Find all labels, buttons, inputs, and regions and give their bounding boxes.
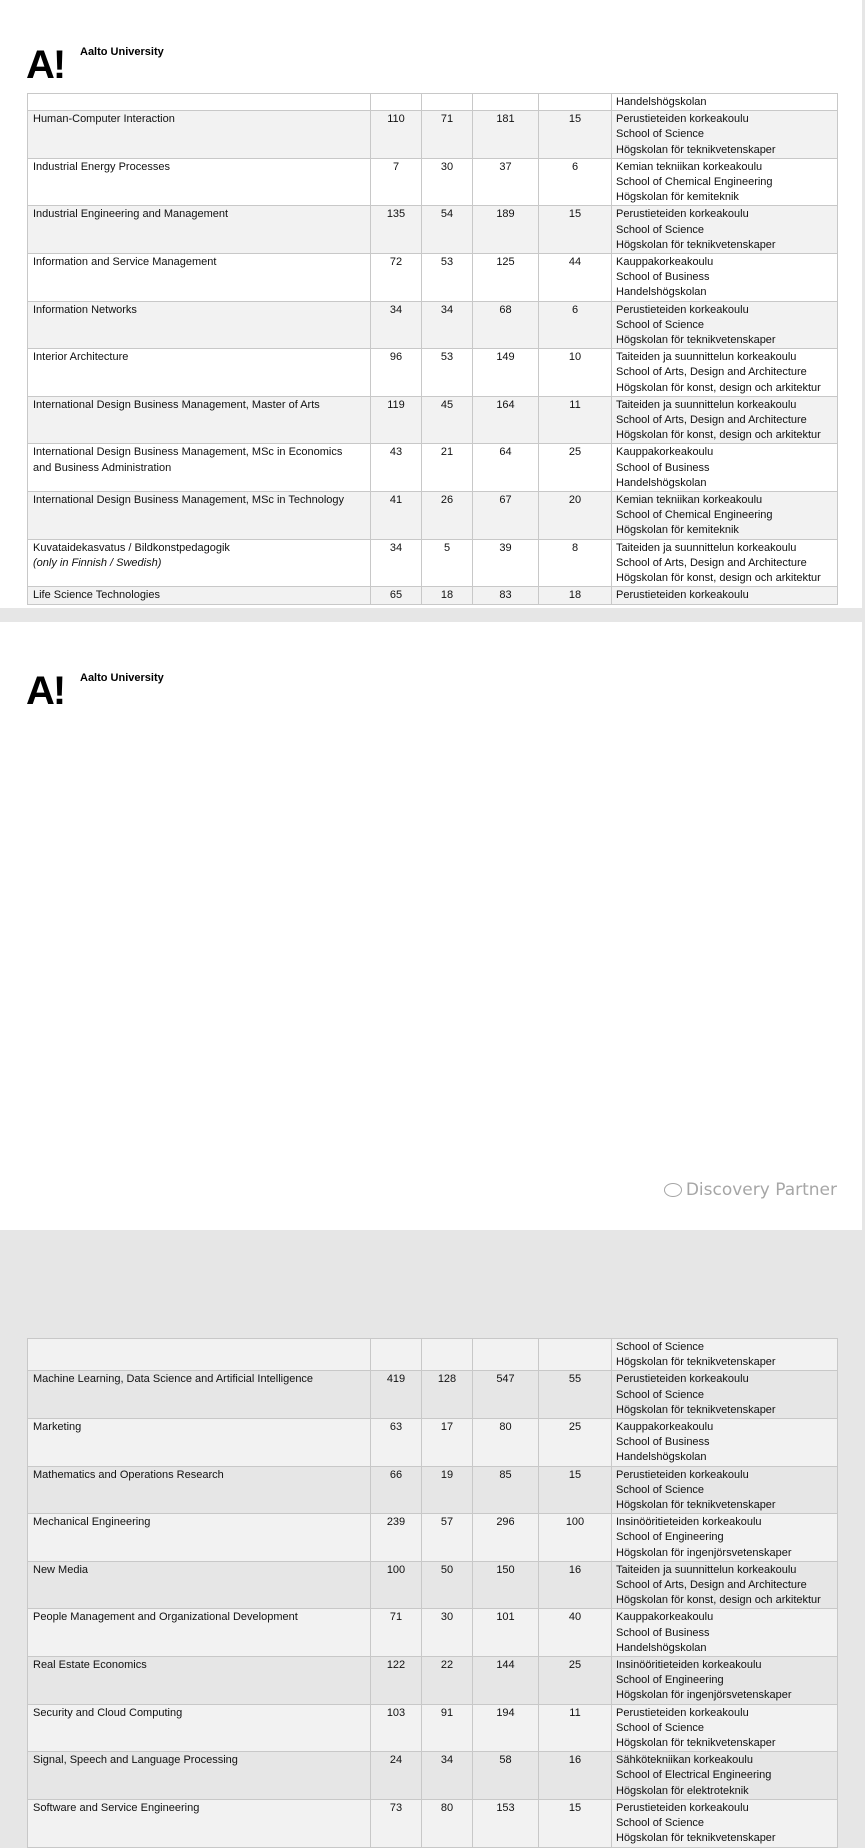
program-cell (28, 1704, 371, 1752)
school-cell (612, 1339, 838, 1371)
school-name: Taiteiden ja suunnittelun korkeakoulu (616, 1563, 797, 1576)
table-row (28, 1419, 838, 1467)
program-cell (28, 492, 371, 540)
school-name: School of Business (616, 1436, 710, 1449)
count-cell-a: 419 (371, 1371, 422, 1419)
watermark-text: Discovery Partner (685, 1180, 837, 1200)
count-cell-c: 80 (473, 1419, 539, 1467)
school-name: School of Business (616, 1626, 710, 1639)
table-cell (371, 94, 422, 111)
table-row-continued (28, 94, 838, 111)
table-row (28, 1561, 838, 1609)
school-cell (612, 1561, 838, 1609)
table-cell (28, 94, 371, 111)
program-name: Real Estate Economics (33, 1659, 147, 1672)
count-cell-c: 64 (473, 444, 539, 492)
school-name: School of Science (616, 223, 705, 236)
count-cell-b: 5 (422, 539, 473, 587)
table-cell (473, 94, 539, 111)
count-cell-b: 128 (422, 1371, 473, 1419)
school-cell (612, 301, 838, 349)
count-cell-c: 144 (473, 1657, 539, 1705)
count-cell-c: 101 (473, 1609, 539, 1657)
school-name: Handelshögskolan (616, 1641, 707, 1654)
count-cell-c: 150 (473, 1561, 539, 1609)
school-name: School of Business (616, 461, 710, 474)
count-cell-b: 80 (422, 1799, 473, 1847)
logo-name: Aalto University (80, 46, 164, 58)
count-cell-c: 547 (473, 1371, 539, 1419)
school-name: School of Science (616, 318, 705, 331)
school-name: Högskolan för konst, design och arkitektur (616, 429, 821, 442)
count-cell-d: 44 (539, 254, 612, 302)
school-cell (612, 206, 838, 254)
program-name: International Design Business Management, Master of Arts (33, 398, 320, 411)
count-cell-d: 40 (539, 1609, 612, 1657)
programs-table (27, 93, 838, 605)
program-cell (28, 158, 371, 206)
program-name: Signal, Speech and Language Processing (33, 1754, 238, 1767)
count-cell-a: 71 (371, 1609, 422, 1657)
school-name: Insinööritieteiden korkeakoulu (616, 1516, 762, 1529)
program-name: Information and Service Management (33, 256, 217, 269)
table-cell (28, 1339, 371, 1371)
program-name: Industrial Engineering and Management (33, 208, 229, 221)
school-name: Högskolan för teknikvetenskaper (616, 1356, 776, 1369)
count-cell-d: 18 (539, 587, 612, 604)
table-row (28, 1514, 838, 1562)
school-name: School of Arts, Design and Architecture (616, 414, 807, 427)
table-row (28, 1371, 838, 1419)
program-cell (28, 539, 371, 587)
school-cell (612, 587, 838, 604)
school-name: Högskolan för teknikvetenskaper (616, 1832, 776, 1845)
school-cell (612, 1657, 838, 1705)
school-name: School of Business (616, 271, 710, 284)
school-name: Högskolan för ingenjörsvetenskaper (616, 1689, 792, 1702)
school-cell (612, 1609, 838, 1657)
count-cell-d: 16 (539, 1561, 612, 1609)
program-name: New Media (33, 1563, 89, 1576)
count-cell-d: 55 (539, 1371, 612, 1419)
count-cell-c: 83 (473, 587, 539, 604)
table-row (28, 1466, 838, 1514)
table-cell (422, 94, 473, 111)
program-name: Interior Architecture (33, 351, 129, 364)
program-name: Security and Cloud Computing (33, 1706, 183, 1719)
program-cell (28, 587, 371, 604)
count-cell-a: 72 (371, 254, 422, 302)
school-name: Handelshögskolan (616, 286, 707, 299)
count-cell-b: 18 (422, 587, 473, 604)
school-name: School of Science (616, 1721, 705, 1734)
count-cell-c: 68 (473, 301, 539, 349)
count-cell-a: 119 (371, 396, 422, 444)
count-cell-d: 100 (539, 1514, 612, 1562)
school-name: School of Science (616, 128, 705, 141)
count-cell-d: 15 (539, 111, 612, 159)
count-cell-c: 194 (473, 1704, 539, 1752)
school-name: Högskolan för elektroteknik (616, 1784, 749, 1797)
table-row (28, 444, 838, 492)
program-cell (28, 1561, 371, 1609)
school-cell (612, 158, 838, 206)
school-name: Högskolan för teknikvetenskaper (616, 238, 776, 251)
count-cell-b: 53 (422, 254, 473, 302)
table-row (28, 111, 838, 159)
count-cell-c: 189 (473, 206, 539, 254)
school-name: Högskolan för kemiteknik (616, 191, 739, 204)
count-cell-d: 8 (539, 539, 612, 587)
count-cell-d: 6 (539, 301, 612, 349)
program-cell (28, 1799, 371, 1847)
program-note: (only in Finnish / Swedish) (33, 556, 162, 569)
school-cell (612, 1371, 838, 1419)
school-name: Perustieteiden korkeakoulu (616, 589, 749, 602)
programs-table-body (28, 94, 838, 605)
count-cell-c: 58 (473, 1752, 539, 1800)
count-cell-a: 100 (371, 1561, 422, 1609)
table-cell (539, 1339, 612, 1371)
count-cell-c: 125 (473, 254, 539, 302)
count-cell-b: 45 (422, 396, 473, 444)
count-cell-b: 17 (422, 1419, 473, 1467)
school-name: School of Electrical Engineering (616, 1769, 772, 1782)
school-cell (612, 94, 838, 111)
program-cell (28, 301, 371, 349)
count-cell-d: 10 (539, 349, 612, 397)
school-name: Taiteiden ja suunnittelun korkeakoulu (616, 541, 797, 554)
school-name: Högskolan för teknikvetenskaper (616, 334, 776, 347)
school-cell (612, 539, 838, 587)
count-cell-a: 7 (371, 158, 422, 206)
program-cell (28, 1609, 371, 1657)
school-cell (612, 1514, 838, 1562)
program-name: Information Networks (33, 303, 137, 316)
school-cell (612, 1799, 838, 1847)
program-cell (28, 444, 371, 492)
count-cell-b: 26 (422, 492, 473, 540)
count-cell-c: 85 (473, 1466, 539, 1514)
school-name: Handelshögskolan (616, 96, 707, 108)
school-name: Kauppakorkeakoulu (616, 1611, 714, 1624)
count-cell-a: 110 (371, 111, 422, 159)
program-cell (28, 111, 371, 159)
school-name: Perustieteiden korkeakoulu (616, 1706, 749, 1719)
school-name: Kemian tekniikan korkeakoulu (616, 494, 763, 507)
program-cell (28, 1466, 371, 1514)
table-row (28, 349, 838, 397)
school-name: Högskolan för konst, design och arkitektur (616, 1594, 821, 1607)
count-cell-c: 39 (473, 539, 539, 587)
table-row (28, 1704, 838, 1752)
program-cell (28, 1657, 371, 1705)
school-cell (612, 111, 838, 159)
school-name: School of Science (616, 1388, 705, 1401)
school-name: Högskolan för kemiteknik (616, 524, 739, 537)
count-cell-a: 43 (371, 444, 422, 492)
school-name: Högskolan för teknikvetenskaper (616, 1403, 776, 1416)
table-row-continued (28, 1339, 838, 1371)
count-cell-a: 103 (371, 1704, 422, 1752)
count-cell-a: 65 (371, 587, 422, 604)
count-cell-d: 15 (539, 1466, 612, 1514)
count-cell-a: 239 (371, 1514, 422, 1562)
school-name: School of Engineering (616, 1531, 724, 1544)
table-row (28, 206, 838, 254)
table-row (28, 1657, 838, 1705)
school-name: Högskolan för konst, design och arkitektur (616, 381, 821, 394)
count-cell-b: 34 (422, 1752, 473, 1800)
count-cell-a: 96 (371, 349, 422, 397)
program-cell (28, 1371, 371, 1419)
count-cell-c: 67 (473, 492, 539, 540)
count-cell-b: 19 (422, 1466, 473, 1514)
school-name: Perustieteiden korkeakoulu (616, 303, 749, 316)
count-cell-a: 73 (371, 1799, 422, 1847)
count-cell-d: 11 (539, 396, 612, 444)
school-name: School of Chemical Engineering (616, 509, 773, 522)
count-cell-a: 135 (371, 206, 422, 254)
count-cell-b: 30 (422, 158, 473, 206)
school-cell (612, 1752, 838, 1800)
school-name: Högskolan för teknikvetenskaper (616, 1499, 776, 1512)
table-row (28, 1752, 838, 1800)
school-cell (612, 396, 838, 444)
count-cell-c: 37 (473, 158, 539, 206)
school-name: Kemian tekniikan korkeakoulu (616, 160, 763, 173)
count-cell-a: 66 (371, 1466, 422, 1514)
program-cell (28, 396, 371, 444)
program-name: Human-Computer Interaction (33, 113, 175, 126)
school-name: School of Arts, Design and Architecture (616, 1579, 807, 1592)
program-cell (28, 1752, 371, 1800)
program-name: People Management and Organizational Development (33, 1611, 298, 1624)
school-name: Perustieteiden korkeakoulu (616, 1373, 749, 1386)
school-name: Högskolan för konst, design och arkitektur (616, 572, 821, 585)
school-name: School of Arts, Design and Architecture (616, 366, 807, 379)
table-cell (539, 94, 612, 111)
table-row (28, 587, 838, 604)
count-cell-b: 22 (422, 1657, 473, 1705)
count-cell-d: 25 (539, 1419, 612, 1467)
table-row (28, 158, 838, 206)
program-name: Mechanical Engineering (33, 1516, 151, 1529)
count-cell-b: 71 (422, 111, 473, 159)
count-cell-b: 53 (422, 349, 473, 397)
school-cell (612, 1466, 838, 1514)
school-name: Taiteiden ja suunnittelun korkeakoulu (616, 398, 797, 411)
program-name: International Design Business Management, MSc in Technology (33, 494, 345, 507)
school-name: School of Chemical Engineering (616, 176, 773, 189)
school-name: School of Arts, Design and Architecture (616, 556, 807, 569)
program-cell (28, 1419, 371, 1467)
school-name: School of Engineering (616, 1674, 724, 1687)
document-page-2 (0, 622, 862, 1845)
count-cell-a: 63 (371, 1419, 422, 1467)
count-cell-a: 34 (371, 539, 422, 587)
table-row (28, 539, 838, 587)
school-cell (612, 349, 838, 397)
count-cell-b: 50 (422, 1561, 473, 1609)
table-row (28, 301, 838, 349)
program-cell (28, 206, 371, 254)
count-cell-d: 16 (539, 1752, 612, 1800)
table-cell (371, 1339, 422, 1371)
count-cell-b: 34 (422, 301, 473, 349)
school-name: Handelshögskolan (616, 476, 707, 489)
count-cell-a: 24 (371, 1752, 422, 1800)
programs-table-body (28, 1339, 838, 1848)
count-cell-c: 149 (473, 349, 539, 397)
school-name: School of Science (616, 1817, 705, 1830)
count-cell-b: 21 (422, 444, 473, 492)
school-name: Högskolan för ingenjörsvetenskaper (616, 1546, 792, 1559)
school-cell (612, 1704, 838, 1752)
count-cell-b: 57 (422, 1514, 473, 1562)
school-name: Perustieteiden korkeakoulu (616, 208, 749, 221)
program-name: Software and Service Engineering (33, 1801, 200, 1814)
count-cell-a: 34 (371, 301, 422, 349)
school-name: School of Science (616, 1341, 705, 1353)
program-cell (28, 349, 371, 397)
school-name: Insinööritieteiden korkeakoulu (616, 1659, 762, 1672)
school-name: Perustieteiden korkeakoulu (616, 1468, 749, 1481)
count-cell-a: 41 (371, 492, 422, 540)
watermark (664, 1180, 837, 1200)
school-name: Kauppakorkeakoulu (616, 1421, 714, 1434)
program-name: International Design Business Management, MSc in Economics (33, 446, 343, 459)
chat-bubble-icon (664, 1183, 682, 1197)
count-cell-c: 296 (473, 1514, 539, 1562)
count-cell-d: 25 (539, 444, 612, 492)
count-cell-c: 181 (473, 111, 539, 159)
school-name: Taiteiden ja suunnittelun korkeakoulu (616, 351, 797, 364)
school-name: School of Science (616, 1483, 705, 1496)
logo-mark: A! (26, 669, 65, 713)
school-name: Högskolan för teknikvetenskaper (616, 1737, 776, 1750)
logo-mark: A! (26, 43, 65, 87)
school-cell (612, 492, 838, 540)
program-name: Industrial Energy Processes (33, 160, 170, 173)
count-cell-d: 6 (539, 158, 612, 206)
count-cell-a: 122 (371, 1657, 422, 1705)
school-cell (612, 1419, 838, 1467)
table-row (28, 1609, 838, 1657)
count-cell-d: 25 (539, 1657, 612, 1705)
logo-name: Aalto University (80, 672, 164, 684)
table-row (28, 492, 838, 540)
school-name: Handelshögskolan (616, 1451, 707, 1464)
program-name: Mathematics and Operations Research (33, 1468, 224, 1481)
program-name: Machine Learning, Data Science and Artificial Intelligence (33, 1373, 314, 1386)
program-cell (28, 1514, 371, 1562)
count-cell-d: 15 (539, 1799, 612, 1847)
count-cell-b: 91 (422, 1704, 473, 1752)
count-cell-c: 164 (473, 396, 539, 444)
school-name: Kauppakorkeakoulu (616, 256, 714, 269)
school-name: Högskolan för teknikvetenskaper (616, 143, 776, 156)
count-cell-b: 54 (422, 206, 473, 254)
count-cell-d: 20 (539, 492, 612, 540)
count-cell-d: 11 (539, 1704, 612, 1752)
table-row (28, 254, 838, 302)
program-name-cont: and Business Administration (33, 461, 172, 474)
count-cell-c: 153 (473, 1799, 539, 1847)
program-name: Life Science Technologies (33, 589, 160, 602)
table-row (28, 1799, 838, 1847)
count-cell-d: 15 (539, 206, 612, 254)
table-row (28, 396, 838, 444)
school-cell (612, 254, 838, 302)
program-cell (28, 254, 371, 302)
document-page-1 (0, 0, 862, 608)
school-name: Perustieteiden korkeakoulu (616, 113, 749, 126)
school-name: Sähkötekniikan korkeakoulu (616, 1754, 753, 1767)
school-name: Perustieteiden korkeakoulu (616, 1801, 749, 1814)
table-cell (473, 1339, 539, 1371)
program-name: Marketing (33, 1421, 82, 1434)
school-cell (612, 444, 838, 492)
table-cell (422, 1339, 473, 1371)
count-cell-b: 30 (422, 1609, 473, 1657)
programs-table (27, 1338, 838, 1848)
school-name: Kauppakorkeakoulu (616, 446, 714, 459)
program-name: Kuvataidekasvatus / Bildkonstpedagogik (33, 541, 230, 554)
